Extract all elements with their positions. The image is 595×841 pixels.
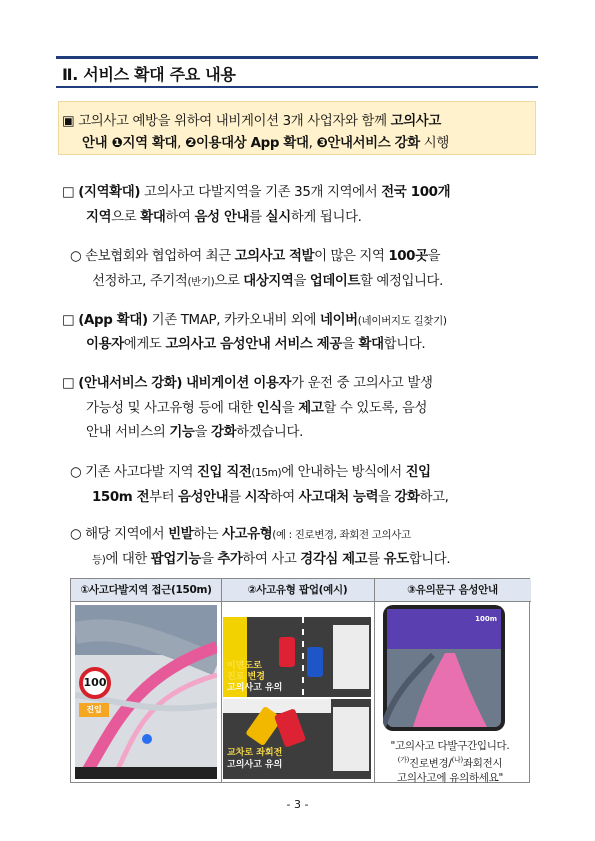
para-service-sub2-line-1: ○ 해당 지역에서 빈발하는 사고유형(예 : 진로변경, 좌회전 고의사고 — [70, 527, 411, 542]
para-region-line-1: □ (지역확대) 고의사고 다발지역을 기존 35개 지역에서 전국 100개 — [62, 185, 451, 200]
summary-line-1: ▣ 고의사고 예방을 위하여 내비게이션 3개 사업자와 함께 고의사고 — [62, 114, 441, 129]
para-region-line-2: 지역으로 확대하여 음성 안내를 실시하게 됩니다. — [86, 210, 362, 225]
popup-lane-change-image — [223, 617, 371, 697]
para-service-line-1: □ (안내서비스 강화) 내비게이션 이용자가 운전 중 고의사고 발생 — [62, 376, 433, 391]
para-service-line-2: 가능성 및 사고유형 등에 대한 인식을 제고할 수 있도록, 음성 — [86, 401, 428, 416]
para-service-sub1-line-2: 150m 전부터 음성안내를 시작하여 사고대처 능력을 강화하고, — [92, 490, 449, 505]
page-number: - 3 - — [286, 798, 309, 811]
section-title: Ⅱ. 서비스 확대 주요 내용 — [62, 65, 236, 84]
para-app-line-2: 이용자에게도 고의사고 음성안내 서비스 제공을 확대합니다. — [86, 337, 426, 352]
header-rule-top — [56, 56, 538, 59]
table-header-voice: ③유의문구 음성안내 — [374, 579, 531, 602]
popup-left-turn-image — [223, 699, 371, 779]
popup-lane-change-text: 이면도로 진로 변경 고의사고 유의 — [227, 661, 283, 693]
speed-sign-icon: 100 — [79, 667, 111, 699]
summary-line-2: 안내 ❶지역 확대, ❷이용대상 App 확대, ❸안내서비스 강화 시행 — [82, 136, 449, 151]
warning-label: 진입 — [79, 703, 109, 717]
para-region-sub-line-1: ○ 손보협회와 협업하여 최근 고의사고 적발이 많은 지역 100곳을 — [70, 249, 441, 264]
para-service-sub1-line-1: ○ 기존 사고다발 지역 진입 직전(15m)에 안내하는 방식에서 진입 — [70, 465, 431, 480]
summary-marker: ▣ — [62, 114, 75, 129]
example-image-table — [70, 578, 530, 783]
popup-left-turn-text: 교차로 좌회전 고의사고 유의 — [227, 748, 283, 770]
table-divider — [221, 579, 222, 782]
phone-distance-label: 100m — [475, 615, 497, 623]
para-service-line-3: 안내 서비스의 기능을 강화하겠습니다. — [86, 425, 304, 440]
phone-voice-guide-image — [383, 605, 505, 731]
table-header-approach: ①사고다발지역 접근(150m) — [71, 579, 221, 602]
phone-screen-drawing — [383, 605, 505, 731]
para-service-sub2-line-2: 등)에 대한 팝업기능을 추가하여 사고 경각심 제고를 유도합니다. — [92, 552, 451, 567]
header-rule-bottom — [56, 86, 538, 88]
voice-guide-caption: "고의사고 다발구간입니다. $^{(가)}$진로변경/$^{(나)}$좌회전시 고의사고에 유의하세요" — [390, 740, 510, 784]
para-app-line-1: □ (App 확대) 기존 TMAP, 카카오내비 외에 네이버(네이버지도 길찾기) — [62, 313, 447, 328]
para-region-sub-line-2: 선정하고, 주기적(반기)으로 대상지역을 업데이트할 예정입니다. — [92, 274, 443, 289]
table-header-popup: ②사고유형 팝업(예시) — [221, 579, 374, 602]
navigation-map-image — [75, 605, 217, 779]
